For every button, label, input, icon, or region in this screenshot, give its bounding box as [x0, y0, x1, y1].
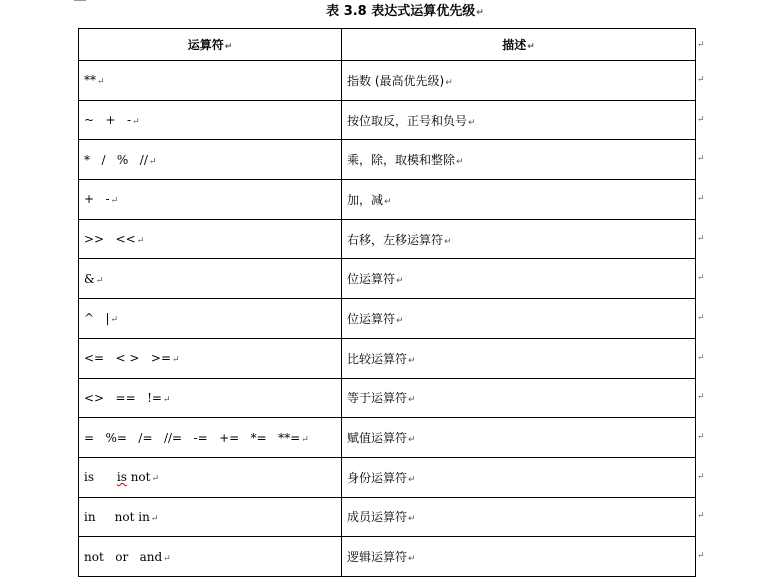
paragraph-mark-icon: ↵: [224, 42, 233, 52]
paragraph-mark-icon: ↵: [697, 432, 705, 442]
table-row: [79, 140, 696, 180]
paragraph-mark-icon: ↵: [162, 394, 171, 405]
operator-cell: &↵: [79, 259, 342, 299]
description-cell: 按位取反，正号和负号↵: [342, 100, 696, 140]
paragraph-mark-icon: ↵: [697, 154, 705, 164]
operator-cell: * / % //↵: [79, 140, 342, 180]
paragraph-mark-icon: ↵: [476, 8, 484, 18]
paragraph-mark-icon: ↵: [396, 315, 404, 326]
header-operator: 运算符↵: [79, 29, 342, 61]
page-corner-mark: [74, 0, 86, 1]
description-cell: 赋值运算符↵: [342, 418, 696, 458]
table-header-row: [79, 29, 696, 61]
operator-cell: + -↵: [79, 180, 342, 220]
paragraph-mark-icon: ↵: [132, 117, 140, 128]
description-cell: 位运算符↵: [342, 259, 696, 299]
paragraph-mark-icon: ↵: [468, 117, 476, 128]
paragraph-mark-icon: ↵: [172, 355, 180, 366]
paragraph-mark-icon: ↵: [697, 115, 705, 125]
paragraph-mark-icon: ↵: [697, 392, 705, 402]
table-row: [79, 418, 696, 458]
paragraph-mark-icon: ↵: [408, 355, 416, 366]
table-row: [79, 259, 696, 299]
table-row: [79, 338, 696, 378]
table-row: [79, 100, 696, 140]
description-cell: 比较运算符↵: [342, 338, 696, 378]
paragraph-mark-icon: ↵: [150, 513, 159, 524]
table-row: [79, 497, 696, 537]
paragraph-mark-icon: ↵: [110, 196, 119, 207]
operator-cell: = %= /= //= -= += *= **=↵: [79, 418, 342, 458]
paragraph-mark-icon: ↵: [408, 435, 416, 446]
paragraph-mark-icon: ↵: [697, 551, 705, 561]
paragraph-mark-icon: ↵: [384, 196, 392, 207]
paragraph-mark-icon: ↵: [163, 553, 171, 564]
paragraph-mark-icon: ↵: [697, 273, 705, 283]
description-cell: 等于运算符↵: [342, 378, 696, 418]
paragraph-mark-icon: ↵: [697, 234, 705, 244]
operator-cell: not or and↵: [79, 537, 342, 577]
operator-cell: **↵: [79, 61, 342, 101]
paragraph-mark-icon: ↵: [408, 554, 416, 565]
table-row: [79, 378, 696, 418]
paragraph-mark-icon: ↵: [408, 514, 416, 525]
paragraph-mark-icon: ↵: [396, 276, 404, 287]
operator-cell: is is not↵: [79, 457, 342, 497]
paragraph-mark-icon: ↵: [408, 395, 416, 406]
description-cell: 指数 (最高优先级)↵: [342, 61, 696, 101]
paragraph-mark-icon: ↵: [697, 40, 705, 50]
description-cell: 成员运算符↵: [342, 497, 696, 537]
operator-cell: ~ + -↵: [79, 100, 342, 140]
description-cell: 逻辑运算符↵: [342, 537, 696, 577]
table-row: [79, 457, 696, 497]
description-cell: 乘，除，取模和整除↵: [342, 140, 696, 180]
table-row: [79, 219, 696, 259]
description-cell: 加，减↵: [342, 180, 696, 220]
paragraph-mark-icon: ↵: [697, 472, 705, 482]
description-cell: 位运算符↵: [342, 299, 696, 339]
description-cell: 身份运算符↵: [342, 457, 696, 497]
table-caption: [0, 3, 772, 22]
paragraph-mark-icon: ↵: [95, 275, 104, 286]
caption-text: 表 3.8 表达式运算优先级: [326, 4, 476, 19]
paragraph-mark-icon: ↵: [148, 156, 157, 167]
paragraph-mark-icon: ↵: [151, 474, 160, 485]
paragraph-mark-icon: ↵: [110, 315, 119, 326]
operator-cell: ^ |↵: [79, 299, 342, 339]
paragraph-mark-icon: ↵: [697, 194, 705, 204]
paragraph-mark-icon: ↵: [697, 353, 705, 363]
operator-cell: >> <<↵: [79, 219, 342, 259]
table-row: [79, 180, 696, 220]
operator-cell: <= < > >=↵: [79, 338, 342, 378]
operator-precedence-table: [78, 28, 696, 577]
table-row: [79, 61, 696, 101]
description-cell: 右移，左移运算符↵: [342, 219, 696, 259]
paragraph-mark-icon: ↵: [97, 77, 105, 88]
paragraph-mark-icon: ↵: [444, 236, 452, 247]
paragraph-mark-icon: ↵: [527, 42, 535, 52]
paragraph-mark-icon: ↵: [445, 77, 453, 88]
paragraph-mark-icon: ↵: [301, 434, 309, 445]
paragraph-mark-icon: ↵: [456, 157, 464, 168]
operator-cell: in not in↵: [79, 497, 342, 537]
spellcheck-flagged-word: is: [116, 470, 127, 485]
table-row: [79, 299, 696, 339]
paragraph-mark-icon: ↵: [697, 511, 705, 521]
table-row: [79, 537, 696, 577]
paragraph-mark-icon: ↵: [136, 236, 145, 247]
paragraph-mark-icon: ↵: [697, 75, 705, 85]
paragraph-mark-icon: ↵: [408, 474, 416, 485]
operator-cell: <> == !=↵: [79, 378, 342, 418]
header-description: 描述↵: [342, 29, 696, 61]
paragraph-mark-icon: ↵: [697, 313, 705, 323]
